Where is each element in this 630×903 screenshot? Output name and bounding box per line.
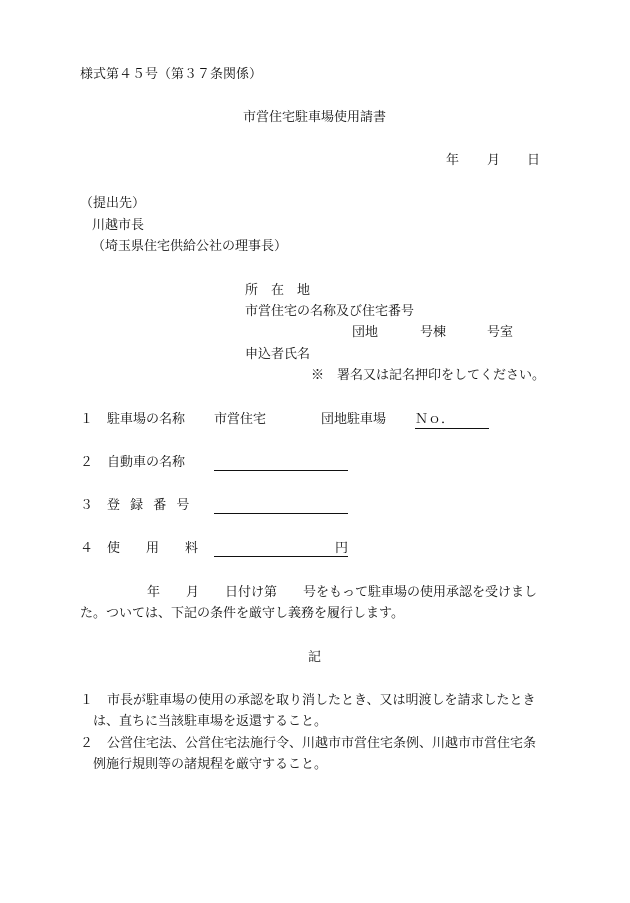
condition-text-line-2: 例施行規則等の諸規程を厳守すること。 [93, 757, 328, 772]
body-line-1: 年 月 日付け第 号をもって駐車場の使用承認を受けまし [147, 585, 538, 600]
date-day: 日 [527, 153, 541, 168]
danchi-label: 団地 [352, 325, 379, 340]
form-number: 様式第４５号（第３７条関係） [80, 67, 263, 82]
goushitsu-label: 号室 [487, 325, 514, 340]
field-number: ２ [80, 455, 94, 470]
field-label: 登 録 番 号 [107, 498, 193, 513]
condition-text-line-1: 市長が駐車場の使用の承認を取り消したとき、又は明渡しを請求したとき [107, 693, 536, 708]
field-label: 自動車の名称 [107, 455, 186, 470]
field-label: 駐車場の名称 [107, 412, 186, 427]
field-number: ４ [80, 541, 94, 556]
addressee-label: （提出先） [80, 196, 146, 211]
signature-note: ※ 署名又は記名押印をしてください。 [311, 368, 546, 383]
ki-heading: 記 [308, 650, 322, 665]
condition-text-line-1: 公営住宅法、公営住宅法施行令、川越市市営住宅条例、川越市市営住宅条 [107, 736, 537, 751]
parking-number-prefix: Ｎｏ． [415, 412, 455, 427]
date-year: 年 [446, 153, 460, 168]
field-number: ３ [80, 498, 94, 513]
field-lot-text: 団地駐車場 [321, 412, 387, 427]
addressee-corp: （埼玉県住宅供給公社の理事長） [92, 239, 288, 254]
applicant-name-label: 申込者氏名 [245, 347, 311, 362]
condition-number: １ [80, 693, 94, 708]
parking-number-field [415, 412, 489, 429]
field-label: 使 用 料 [107, 541, 199, 556]
address-label: 所 在 地 [245, 283, 311, 298]
vehicle-name-blank [214, 455, 348, 471]
housing-label: 市営住宅の名称及び住宅番号 [245, 304, 415, 319]
document-title: 市営住宅駐車場使用請書 [243, 110, 387, 125]
fee-unit: 円 [334, 541, 348, 556]
registration-number-blank [214, 498, 348, 514]
field-number: １ [80, 412, 94, 427]
goutou-label: 号棟 [420, 325, 447, 340]
usage-fee-blank [214, 541, 348, 557]
addressee-mayor: 川越市長 [92, 218, 145, 233]
condition-number: ２ [80, 736, 94, 751]
field-housing-text: 市営住宅 [214, 412, 267, 427]
date-month: 月 [487, 153, 501, 168]
condition-text-line-2: は、直ちに当該駐車場を返還すること。 [93, 714, 328, 729]
body-line-2: た。ついては、下記の条件を厳守し義務を履行します。 [80, 606, 404, 621]
